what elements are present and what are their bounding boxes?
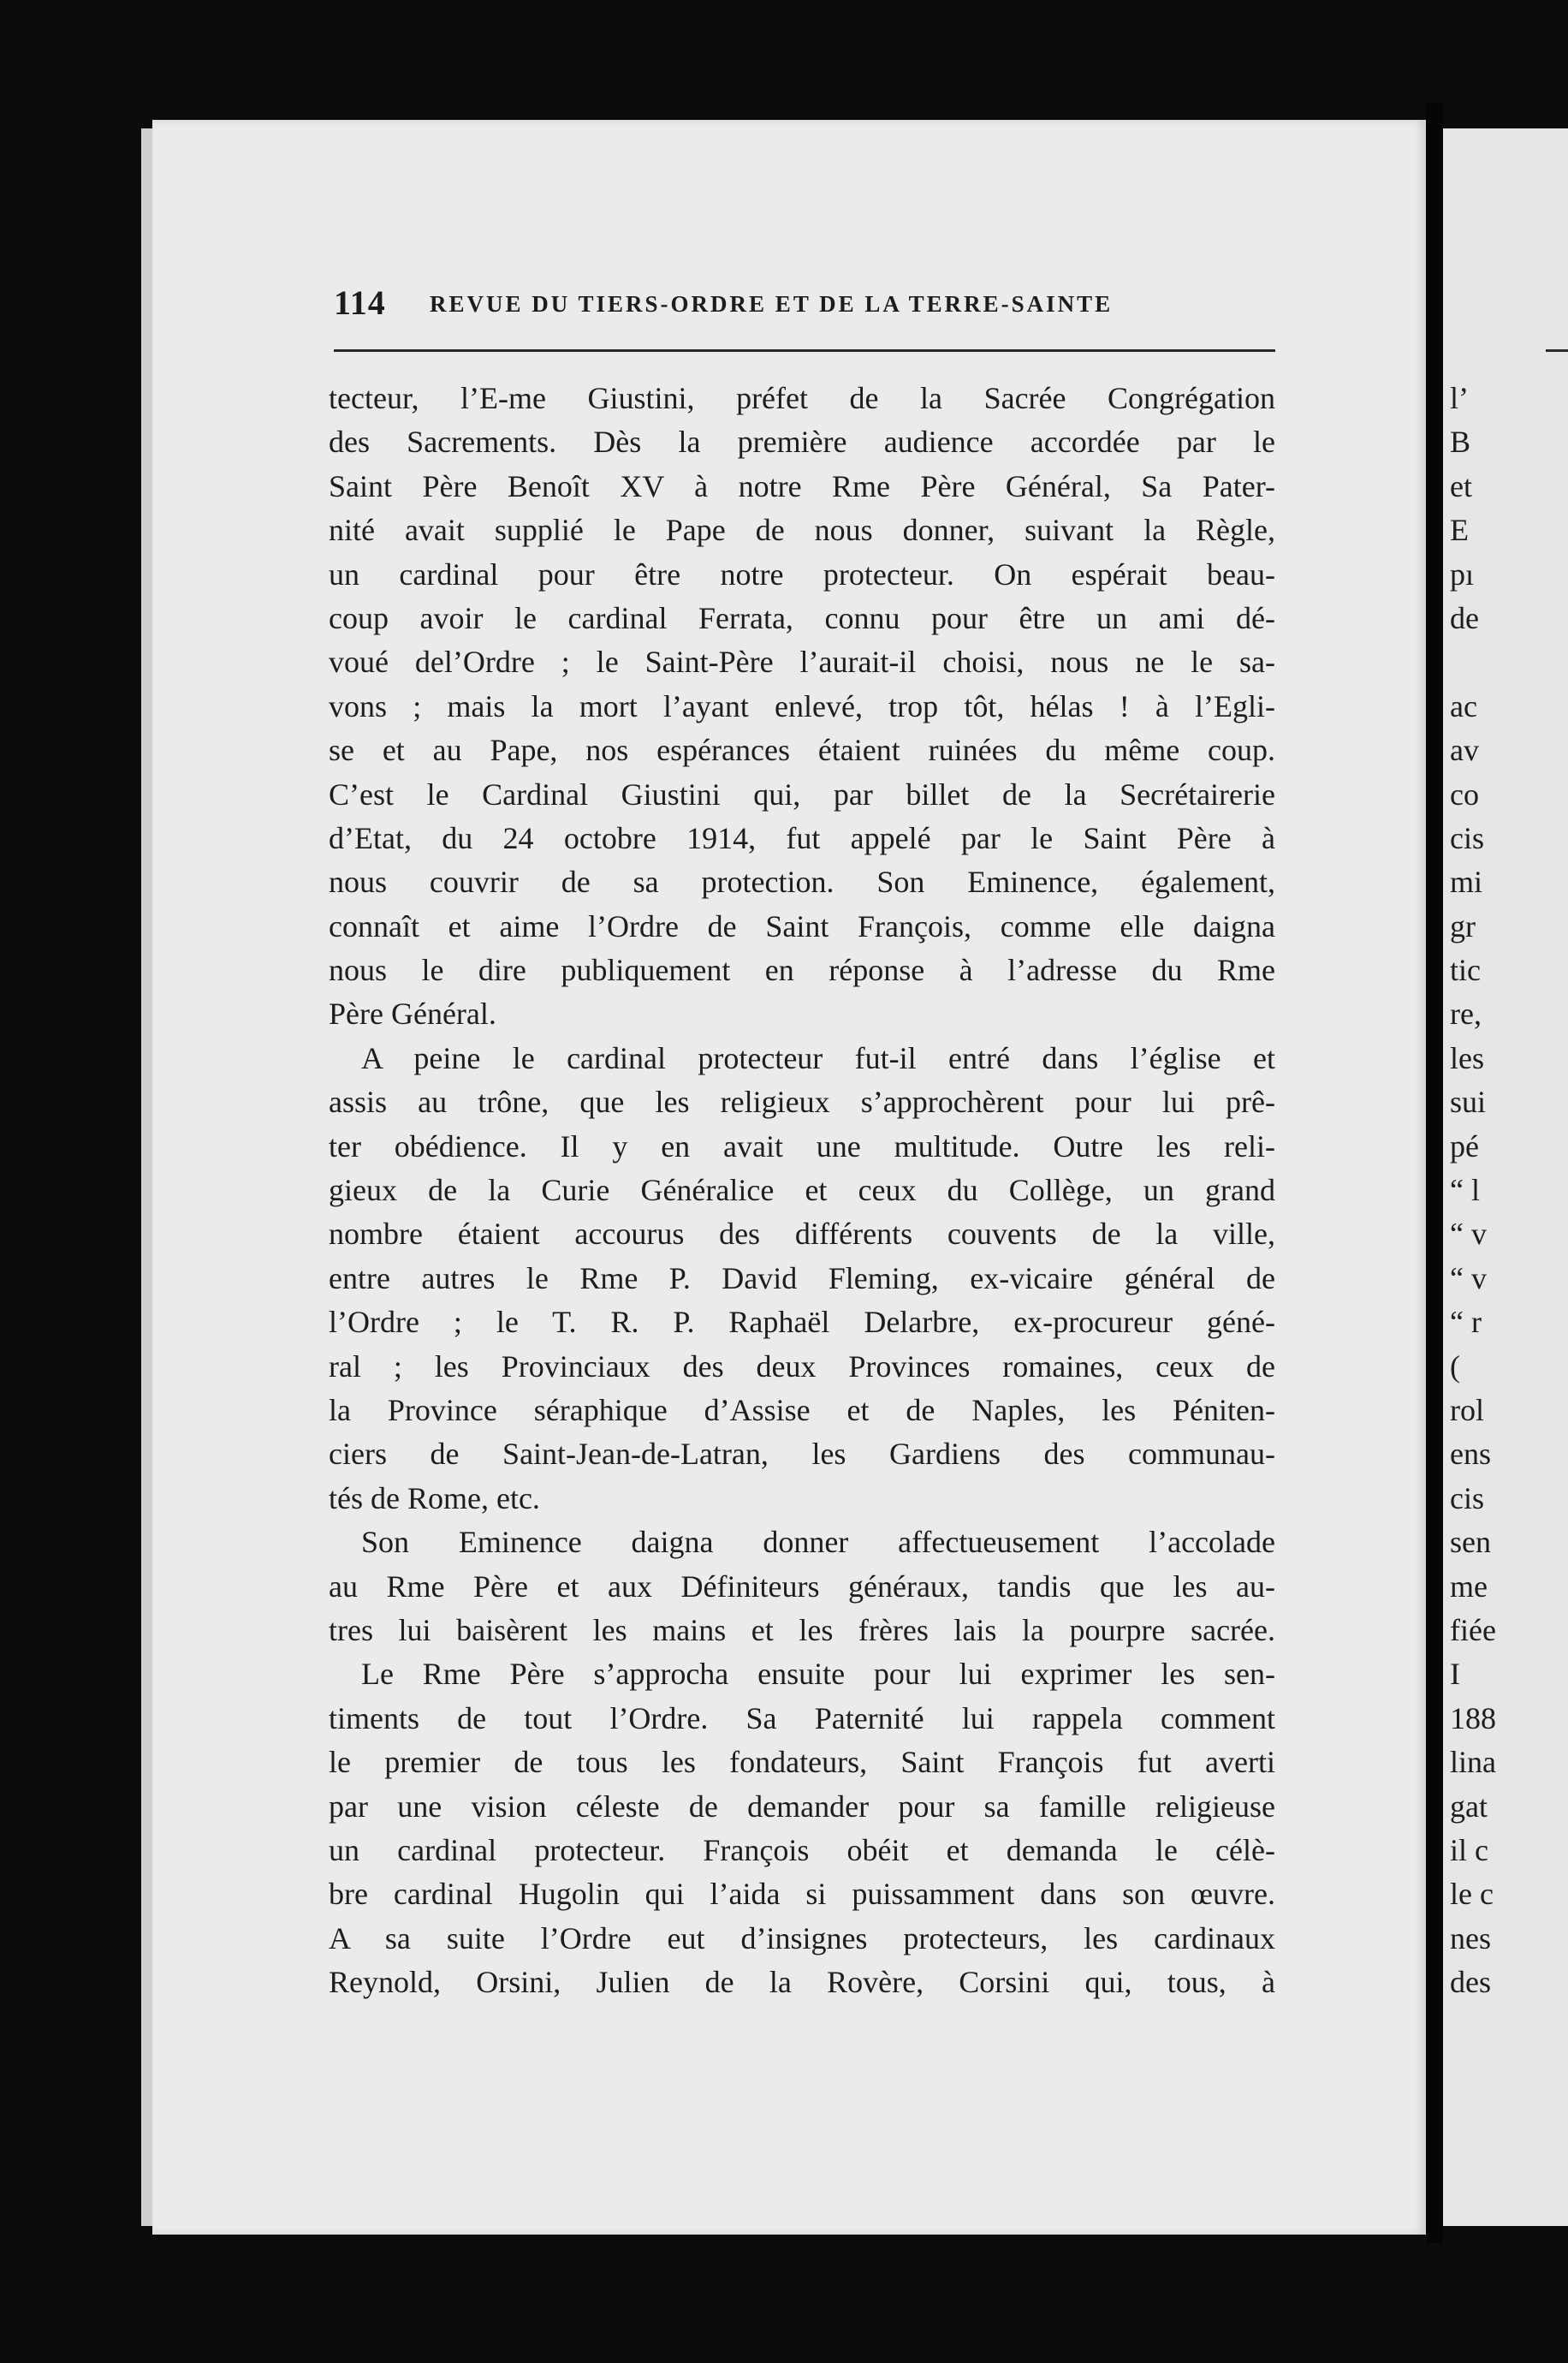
text-line: Le Rme Père s’approcha ensuite pour lui exprimer les sen- <box>361 1657 1275 1692</box>
text-line: nous le dire publiquement en réponse à l’adresse du Rme <box>329 953 1275 988</box>
body-text <box>329 377 1275 2004</box>
text-line: entre autres le Rme P. David Fleming, ex-vicaire général de <box>329 1260 1275 1295</box>
right-fragment: “ r <box>1450 1305 1482 1340</box>
text-line: tecteur, l’E-me Giustini, préfet de la Sacrée Congrégation <box>329 381 1275 415</box>
right-fragment: sen <box>1450 1525 1491 1560</box>
text-line: au Rme Père et aux Définiteurs généraux, tandis que les au- <box>329 1568 1275 1604</box>
right-fragment: des <box>1450 1965 1491 2000</box>
text-line: tres lui baisèrent les mains et les frères lais la pourpre sacrée. <box>329 1612 1275 1647</box>
running-head: REVUE DU TIERS-ORDRE ET DE LA TERRE-SAINTE <box>430 291 1114 317</box>
right-fragment: lina <box>1450 1745 1496 1780</box>
right-fragment <box>1443 640 1568 684</box>
text-line: l’Ordre ; le T. R. P. Raphaël Delarbre, ex-procureur géné- <box>329 1305 1275 1340</box>
right-fragment: cis <box>1450 820 1484 855</box>
page-number: 114 <box>334 283 386 322</box>
text-line: d’Etat, du 24 octobre 1914, fut appelé par le Saint Père à <box>329 820 1275 855</box>
page-edge <box>141 128 152 2226</box>
text-line: nous couvrir de sa protection. Son Eminence, également, <box>329 865 1275 900</box>
right-fragment: de <box>1450 600 1479 635</box>
header-rule <box>334 349 1275 352</box>
text-line: vons ; mais la mort l’ayant enlevé, trop tôt, hélas ! à l’Egli- <box>329 688 1275 723</box>
right-fragment: re, <box>1450 997 1482 1032</box>
right-fragment: av <box>1450 733 1479 768</box>
text-line: nombre étaient accourus des différents couvents de la ville, <box>329 1217 1275 1252</box>
right-fragment: “ v <box>1450 1260 1487 1295</box>
page-header <box>334 283 1275 325</box>
right-fragment: I <box>1450 1657 1460 1692</box>
text-line: Saint Père Benoît XV à notre Rme Père Général, Sa Pater- <box>329 468 1275 503</box>
right-fragment: “ l <box>1450 1173 1480 1208</box>
right-fragment: fiée <box>1450 1612 1496 1647</box>
text-line: par une vision céleste de demander pour sa famille religieuse <box>329 1789 1275 1824</box>
right-fragment: “ v <box>1450 1217 1487 1252</box>
text-line: ral ; les Provinciaux des deux Provinces romaines, ceux de <box>329 1348 1275 1384</box>
text-line: C’est le Cardinal Giustini qui, par billet de la Secrétairerie <box>329 777 1275 812</box>
text-line: timents de tout l’Ordre. Sa Paternité lui rappela comment <box>329 1700 1275 1735</box>
right-fragment: tic <box>1450 953 1481 988</box>
text-line: le premier de tous les fondateurs, Saint François fut averti <box>329 1745 1275 1780</box>
text-line: gieux de la Curie Généralice et ceux du Collège, un grand <box>329 1173 1275 1208</box>
right-fragment: et <box>1450 468 1472 503</box>
right-fragment: ac <box>1450 688 1477 723</box>
text-line: des Sacrements. Dès la première audience accordée par le <box>329 425 1275 460</box>
right-header-rule <box>1546 349 1568 352</box>
right-fragment: rol <box>1450 1392 1484 1427</box>
right-fragment: 188 <box>1450 1700 1496 1735</box>
right-fragment: ens <box>1450 1437 1491 1472</box>
right-fragment: gat <box>1450 1789 1488 1824</box>
text-line: un cardinal protecteur. François obéit et demanda le célè- <box>329 1832 1275 1867</box>
right-fragment: E <box>1450 513 1469 548</box>
text-line: tés de Rome, etc. <box>329 1480 540 1515</box>
right-fragment: les <box>1450 1040 1484 1075</box>
right-fragment: il c <box>1450 1832 1488 1867</box>
right-fragment: sui <box>1450 1085 1487 1120</box>
right-fragment: co <box>1450 777 1479 812</box>
text-line: ter obédience. Il y en avait une multitude. Outre les reli- <box>329 1128 1275 1164</box>
text-line: bre cardinal Hugolin qui l’aida si puissamment dans son œuvre. <box>329 1877 1275 1912</box>
text-line: A sa suite l’Ordre eut d’insignes protecteurs, les cardinaux <box>329 1920 1275 1955</box>
text-line: Père Général. <box>329 997 496 1032</box>
right-fragment: ( <box>1450 1348 1460 1384</box>
right-fragment: cis <box>1450 1480 1484 1515</box>
text-line: la Province séraphique d’Assise et de Naples, les Péniten- <box>329 1392 1275 1427</box>
right-fragment: pı <box>1450 557 1475 592</box>
right-fragment: pé <box>1450 1128 1479 1164</box>
text-line: coup avoir le cardinal Ferrata, connu pour être un ami dé- <box>329 600 1275 635</box>
text-line: voué del’Ordre ; le Saint-Père l’aurait-il choisi, nous ne le sa- <box>329 645 1275 680</box>
text-line: se et au Pape, nos espérances étaient ruinées du même coup. <box>329 733 1275 768</box>
right-fragment: le c <box>1450 1877 1494 1912</box>
book-gutter <box>1426 103 1443 2243</box>
right-fragment: l’ <box>1450 381 1469 415</box>
text-line: un cardinal pour être notre protecteur. On espérait beau- <box>329 557 1275 592</box>
right-fragment: nes <box>1450 1920 1491 1955</box>
text-line: Reynold, Orsini, Julien de la Rovère, Corsini qui, tous, à <box>329 1965 1275 2000</box>
right-fragment: gr <box>1450 908 1476 943</box>
right-page-text <box>1443 377 1568 2004</box>
right-fragment: B <box>1450 425 1471 460</box>
text-line: assis au trône, que les religieux s’approchèrent pour lui prê- <box>329 1085 1275 1120</box>
text-line: ciers de Saint-Jean-de-Latran, les Gardiens des communau- <box>329 1437 1275 1472</box>
right-fragment: mi <box>1450 865 1483 900</box>
right-fragment: me <box>1450 1568 1488 1604</box>
text-line: Son Eminence daigna donner affectueusement l’accolade <box>361 1525 1275 1560</box>
text-line: connaît et aime l’Ordre de Saint François, comme elle daigna <box>329 908 1275 943</box>
text-line: A peine le cardinal protecteur fut-il entré dans l’église et <box>361 1040 1275 1075</box>
text-line: nité avait supplié le Pape de nous donner, suivant la Règle, <box>329 513 1275 548</box>
